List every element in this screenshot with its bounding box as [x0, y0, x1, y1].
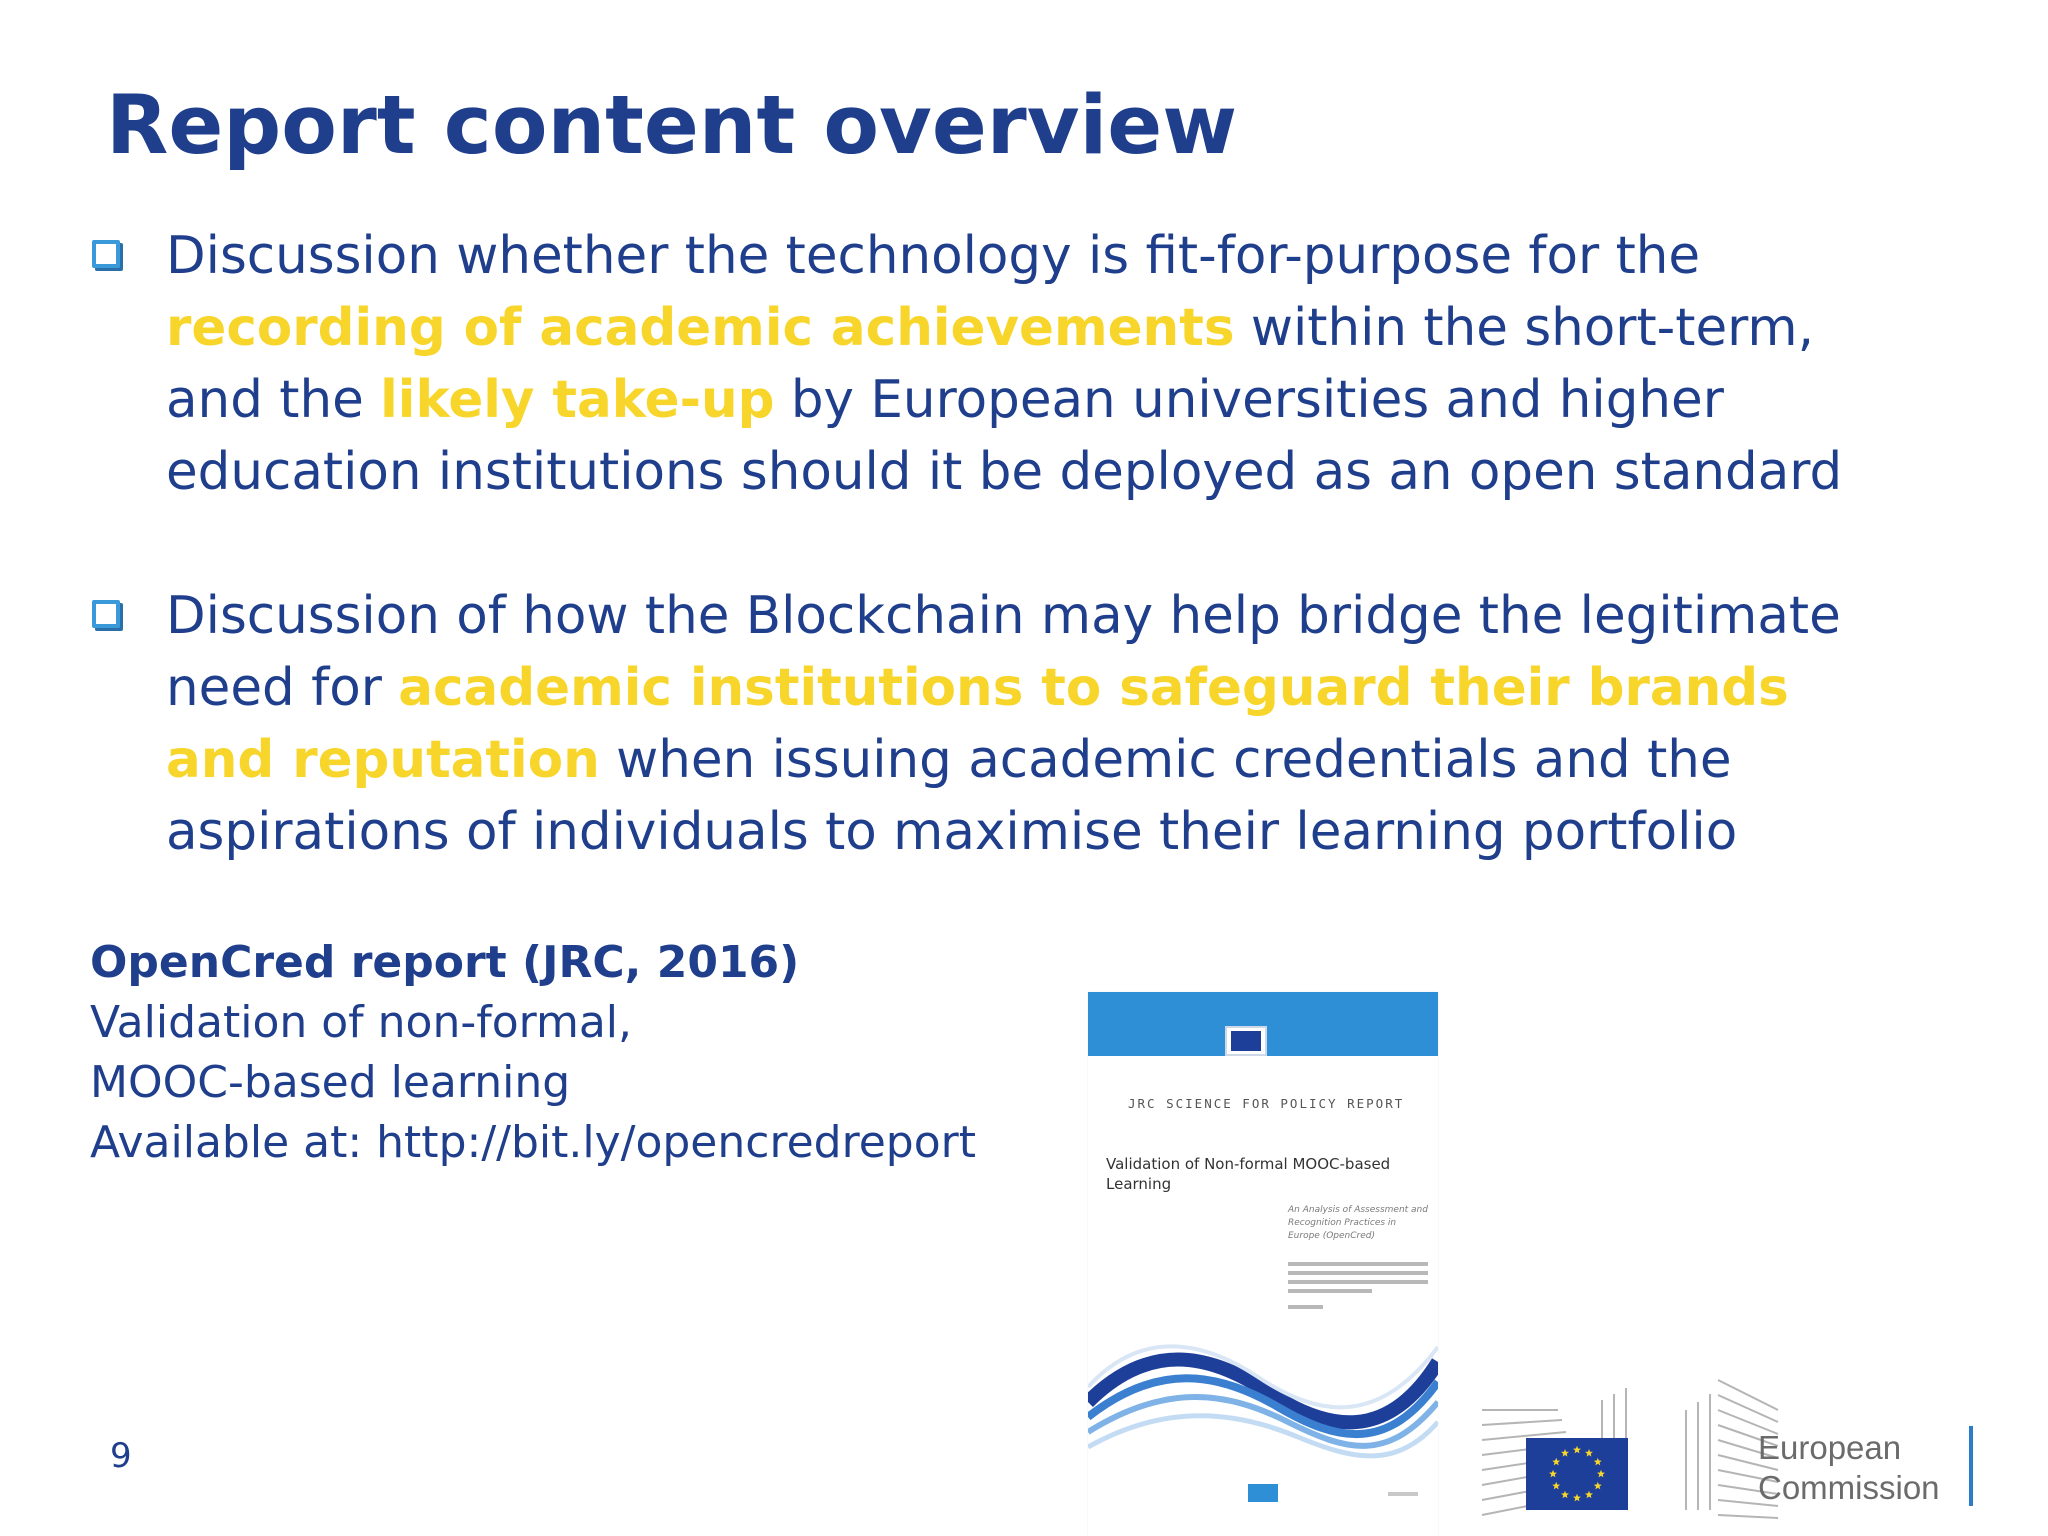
highlighted-phrase: likely take-up [380, 370, 775, 430]
highlighted-phrase: academic institutions to safeguard their brands [398, 658, 1789, 718]
european-commission-wordmark [1758, 1428, 1940, 1508]
bullet-line [166, 292, 2026, 364]
cover-title: Validation of Non-formal MOOC-based Learning [1106, 1155, 1391, 1193]
bullet-line [166, 724, 2026, 796]
bullet-line [166, 580, 2026, 652]
bullet-line [166, 436, 2026, 508]
bullet-phrase: aspirations of individuals to maximise their learning portfolio [166, 802, 1738, 862]
cover-flag-icon [1225, 1026, 1267, 1056]
cover-footer-text [1388, 1492, 1418, 1496]
reference-line-2: MOOC-based learning [90, 1057, 571, 1108]
bullet-line [166, 652, 2026, 724]
bullet-phrase: education institutions should it be deployed as an open standard [166, 442, 1843, 502]
slide-title: Report content overview [106, 79, 1238, 173]
reference-line-1: Validation of non-formal, [90, 997, 632, 1048]
checkbox-square-icon [92, 240, 120, 268]
bullet-text-1 [166, 220, 2026, 508]
bullet-line [166, 796, 2026, 868]
cover-footer-mark [1248, 1484, 1278, 1502]
bullet-phrase: within the short-term, [1234, 298, 1814, 358]
bullet-phrase: when issuing academic credentials and the [599, 730, 1732, 790]
logo-line-2: Commission [1758, 1469, 1940, 1506]
bullet-line [166, 220, 2026, 292]
bullet-phrase: Discussion whether the technology is fit-for-purpose for the [166, 226, 1701, 286]
cover-series-label: JRC SCIENCE FOR POLICY REPORT [1128, 1096, 1405, 1111]
bullet-phrase: by European universities and higher [774, 370, 1724, 430]
cover-subtitle: An Analysis of Assessment and Recognition Practices in Europe (OpenCred) [1288, 1205, 1428, 1241]
reference-link[interactable]: Available at: http://bit.ly/opencredreport [90, 1117, 976, 1168]
bullet-phrase: need for [166, 658, 399, 718]
bullet-phrase: Discussion of how the Blockchain may help bridge the legitimate [166, 586, 1841, 646]
cover-header-band [1088, 992, 1438, 1056]
report-reference [90, 933, 976, 1173]
highlighted-phrase: recording of academic achievements [166, 298, 1235, 358]
logo-divider [1969, 1426, 1973, 1506]
cover-wave-graphic [1088, 1332, 1438, 1472]
bullet-phrase: and the [166, 370, 381, 430]
bullet-line [166, 364, 2026, 436]
checkbox-square-icon [92, 600, 120, 628]
highlighted-phrase: and reputation [166, 730, 600, 790]
report-cover-image [1088, 992, 1438, 1536]
bullet-text-2 [166, 580, 2026, 868]
cover-authors-block [1288, 1262, 1428, 1314]
logo-line-1: European [1758, 1429, 1902, 1466]
page-number: 9 [110, 1436, 132, 1476]
reference-title: OpenCred report (JRC, 2016) [90, 937, 800, 988]
